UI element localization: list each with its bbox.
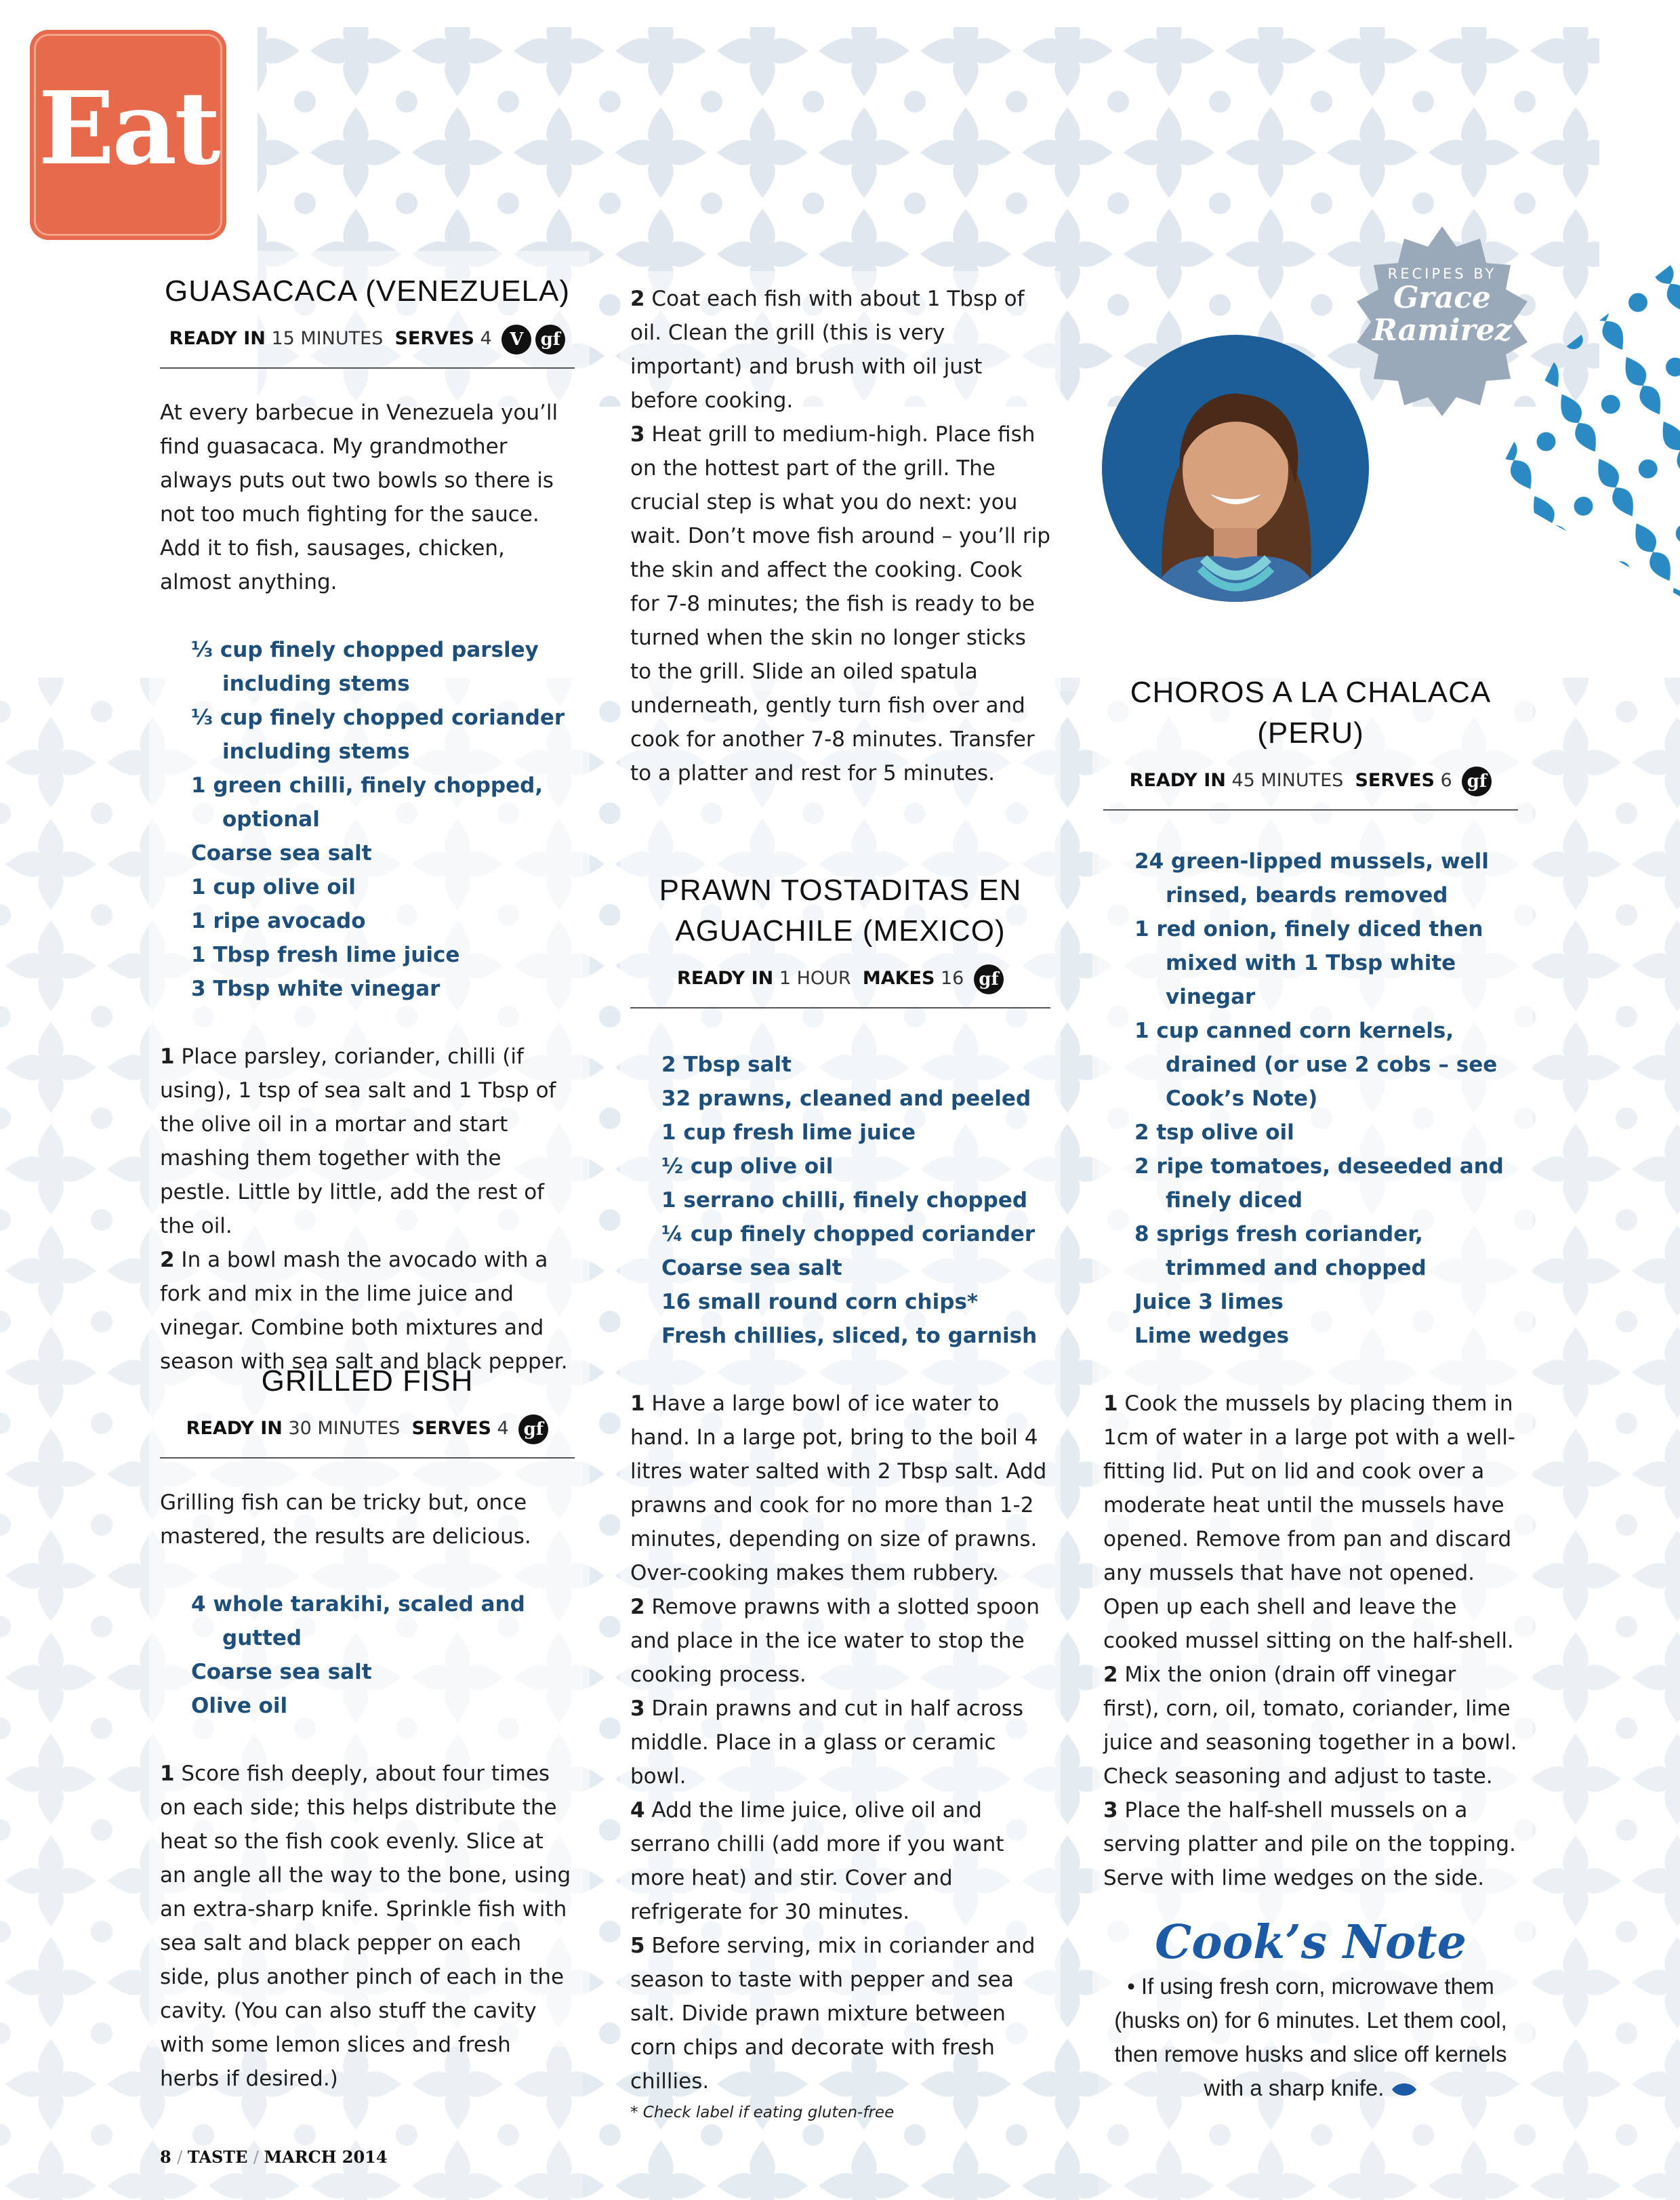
- method: [1103, 1387, 1518, 1895]
- recipes-by-text: [1346, 266, 1538, 347]
- ingredient-item: 2 Tbsp salt: [661, 1053, 792, 1077]
- cooks-note-text: • If using fresh corn, microwave them (husks on) for 6 minutes. Let them cool, then remove husks and slice off kernels with a sharp knife.: [1114, 1974, 1507, 2100]
- ready-in-label: READY IN: [1129, 770, 1226, 791]
- ingredient-list: [160, 1587, 575, 1723]
- recipe-title: GRILLED FISH: [261, 1364, 474, 1398]
- step-text: Coat each fish with about 1 Tbsp of oil. Clean the grill (this is very important) and brush with oil just before cooking.: [630, 287, 1025, 413]
- step-text: Remove prawns with a slotted spoon and place in the ice water to stop the cooking process.: [630, 1595, 1040, 1687]
- method-step: [630, 1793, 1050, 1929]
- ingredient-item: 1 cup olive oil: [191, 875, 356, 899]
- ingredient-list: [1103, 844, 1518, 1353]
- makes-count: 16: [941, 968, 964, 989]
- step-number: 5: [630, 1934, 645, 1958]
- issue-date: MARCH 2014: [264, 2147, 388, 2167]
- serves-label: SERVES: [411, 1418, 491, 1439]
- ingredient-item: 3 Tbsp white vinegar: [191, 977, 441, 1001]
- method: [630, 1387, 1050, 2098]
- step-text: Before serving, mix in coriander and season to taste with pepper and sea salt. Divide prawn mixture between corn chips and decorate with fresh chillies.: [630, 1934, 1036, 2094]
- recipe-meta: [160, 323, 575, 369]
- step-number: 2: [630, 287, 645, 311]
- ingredient-list: [160, 633, 575, 1006]
- gluten-free-badge-icon: gf: [518, 1414, 548, 1444]
- step-number: 3: [1103, 1798, 1118, 1822]
- column-right: [1103, 672, 1518, 2105]
- ingredient-item: 16 small round corn chips*: [661, 1290, 979, 1314]
- method-step: [630, 282, 1050, 417]
- footnote: * Check label if eating gluten-free: [630, 2104, 895, 2121]
- ingredient-item: Lime wedges: [1134, 1324, 1290, 1348]
- column-left: [160, 271, 575, 1379]
- makes-label: MAKES: [862, 968, 935, 989]
- ingredient-item: 32 prawns, cleaned and peeled: [661, 1086, 1031, 1111]
- ingredient-item: 1 red onion, finely diced then mixed with 1 Tbsp white vinegar: [1134, 917, 1483, 1009]
- ingredient-item: ½ cup olive oil: [661, 1154, 834, 1179]
- step-number: 2: [160, 1248, 175, 1272]
- page-footer: [160, 2147, 388, 2167]
- recipe-title-line2: AGUACHILE (MEXICO): [675, 914, 1006, 948]
- method-step: [630, 1387, 1050, 1590]
- method-step: [1103, 1387, 1518, 1658]
- step-text: Drain prawns and cut in half across middle. Place in a glass or ceramic bowl.: [630, 1696, 1023, 1789]
- serves-count: 6: [1440, 770, 1452, 791]
- gluten-free-badge-icon: gf: [974, 964, 1004, 994]
- author-first-name: Grace: [1393, 281, 1492, 315]
- vegetarian-badge-icon: V: [501, 325, 531, 354]
- recipe-title: GUASACACA (VENEZUELA): [164, 274, 571, 308]
- author-portrait: [1102, 335, 1369, 602]
- author-last-name: Ramirez: [1372, 313, 1512, 348]
- column-middle: [630, 282, 1050, 2121]
- step-number: 2: [1103, 1663, 1118, 1687]
- ingredient-item: 1 green chilli, finely chopped, optional: [191, 773, 544, 832]
- ingredient-item: ¼ cup finely chopped coriander: [661, 1222, 1036, 1246]
- step-number: 2: [630, 1595, 645, 1619]
- step-text: Add the lime juice, olive oil and serrano chilli (add more if you want more heat) and stir. Cover and refrigerate for 30 minutes.: [630, 1798, 1004, 1924]
- recipe-guasacaca: [160, 271, 575, 1379]
- recipe-meta: [630, 962, 1050, 1009]
- cooks-note: [1103, 1915, 1518, 2105]
- recipe-meta: [1103, 765, 1518, 811]
- ingredient-item: Juice 3 limes: [1134, 1290, 1284, 1314]
- magazine-name: TASTE: [187, 2147, 248, 2167]
- method-step: [1103, 1658, 1518, 1793]
- step-number: 3: [630, 1696, 645, 1721]
- ready-in-label: READY IN: [169, 328, 266, 349]
- method-step: [1103, 1793, 1518, 1895]
- recipe-meta: [160, 1412, 575, 1459]
- method-step: [630, 1590, 1050, 1692]
- ingredient-item: ⅓ cup finely chopped parsley including stems: [191, 638, 539, 696]
- column-left-lower: [160, 1361, 575, 2096]
- cooks-note-body: [1103, 1970, 1518, 2105]
- footer-separator: /: [177, 2148, 188, 2167]
- recipe-prawn-tostaditas: [630, 870, 1050, 2121]
- step-text: Place the half-shell mussels on a serving platter and pile on the topping. Serve with lime wedges on the side.: [1103, 1798, 1516, 1890]
- step-text: Have a large bowl of ice water to hand. In a large pot, bring to the boil 4 litres water salted with 2 Tbsp salt. Add prawns and cook for no more than 1-2 minutes, depending on size of prawns. Over-cooking makes them rubbery.: [630, 1391, 1047, 1585]
- ingredient-item: Coarse sea salt: [661, 1256, 842, 1280]
- method-step: [160, 1243, 575, 1379]
- step-text: Score fish deeply, about four times on each side; this helps distribute the heat so the fish cook evenly. Slice at an angle all the way to the bone, using an extra-sharp knife. Sprinkle fish with sea salt and black pepper on each side, plus another pinch of each in the cavity. (You can also stuff the cavity with some lemon slices and fresh herbs if desired.): [160, 1761, 571, 2091]
- serves-label: SERVES: [1355, 770, 1435, 791]
- step-text: Cook the mussels by placing them in 1cm of water in a large pot with a well-fitting lid. Put on lid and cook over a moderate heat until the mussels have opened. Remove from pan and discard any mussels that have not opened. Open up each shell and leave the cooked mussel sitting on the half-shell.: [1103, 1391, 1516, 1653]
- ingredient-item: 1 cup fresh lime juice: [661, 1120, 916, 1145]
- step-number: 1: [630, 1391, 645, 1416]
- method-step: [160, 1040, 575, 1243]
- serves-count: 4: [497, 1418, 509, 1439]
- step-number: 1: [160, 1044, 175, 1069]
- step-text: In a bowl mash the avocado with a fork and mix in the lime juice and vinegar. Combine both mixtures and season with sea salt and black pepper.: [160, 1248, 568, 1374]
- ingredient-item: 8 sprigs fresh coriander, trimmed and chopped: [1134, 1222, 1427, 1280]
- gluten-free-badge-icon: gf: [1462, 767, 1492, 796]
- recipe-title: CHOROS A LA CHALACA (PERU): [1130, 676, 1492, 750]
- portrait-illustration: [1102, 335, 1369, 602]
- method-step: [630, 417, 1050, 790]
- ingredient-item: 1 Tbsp fresh lime juice: [191, 943, 460, 967]
- ready-in-label: READY IN: [186, 1418, 283, 1439]
- recipe-choros: [1103, 672, 1518, 1895]
- ingredient-item: Coarse sea salt: [191, 841, 372, 865]
- recipe-grilled-fish: [160, 1361, 575, 2096]
- eat-label: Eat: [38, 69, 218, 187]
- ready-time: 1 HOUR: [779, 968, 851, 989]
- ready-time: 30 MINUTES: [288, 1418, 401, 1439]
- recipe-intro: Grilling fish can be tricky but, once mastered, the results are delicious.: [160, 1490, 531, 1549]
- step-text: Heat grill to medium-high. Place fish on the hottest part of the grill. The crucial step is what you do next: you wait. Don’t move fish around – you’ll rip the skin and affect the cooking. Cook for 7-8 minutes; the fish is ready to be turned when the skin no longer sticks to the grill. Slide an oiled spatula underneath, gently turn fish over and cook for another 7-8 minutes. Transfer to a platter and rest for 5 minutes.: [630, 422, 1050, 786]
- ingredient-item: Coarse sea salt: [191, 1660, 372, 1684]
- step-text: Place parsley, coriander, chilli (if using), 1 tsp of sea salt and 1 Tbsp of the olive oil in a mortar and start mashing them together with the pestle. Little by little, add the rest of the oil.: [160, 1044, 556, 1238]
- ingredient-item: 1 ripe avocado: [191, 909, 366, 933]
- recipes-by-label: RECIPES BY: [1387, 266, 1497, 282]
- method-step: [630, 1692, 1050, 1793]
- grilled-fish-method-continued: [630, 282, 1050, 790]
- cooks-note-title: Cook’s Note: [1155, 1915, 1467, 1970]
- eat-section-badge: [30, 30, 226, 240]
- recipe-intro: At every barbecue in Venezuela you’ll find guasacaca. My grandmother always puts out two bowls so there is not too much fighting for the sauce. Add it to fish, sausages, chicken, almost anything.: [160, 401, 558, 594]
- ready-time: 15 MINUTES: [271, 328, 384, 349]
- footer-separator: /: [253, 2148, 264, 2167]
- ingredient-list: [630, 1048, 1050, 1353]
- ingredient-item: 4 whole tarakihi, scaled and gutted: [191, 1592, 525, 1650]
- method-step: [630, 1929, 1050, 2098]
- ingredient-item: 24 green-lipped mussels, well rinsed, beards removed: [1134, 849, 1489, 908]
- step-number: 4: [630, 1798, 645, 1822]
- ingredient-item: Fresh chillies, sliced, to garnish: [661, 1324, 1038, 1348]
- ingredient-item: 2 ripe tomatoes, deseeded and finely diced: [1134, 1154, 1504, 1213]
- serves-label: SERVES: [394, 328, 474, 349]
- method-step: [160, 1757, 575, 2096]
- ingredient-item: Olive oil: [191, 1694, 288, 1718]
- ingredient-item: 1 cup canned corn kernels, drained (or use 2 cobs – see Cook’s Note): [1134, 1019, 1498, 1111]
- step-number: 1: [160, 1761, 175, 1786]
- gluten-free-badge-icon: gf: [535, 325, 565, 354]
- ingredient-item: 2 tsp olive oil: [1134, 1120, 1294, 1145]
- step-number: 1: [1103, 1391, 1118, 1416]
- ready-in-label: READY IN: [677, 968, 774, 989]
- serves-count: 4: [480, 328, 492, 349]
- step-number: 3: [630, 422, 645, 447]
- ready-time: 45 MINUTES: [1231, 770, 1344, 791]
- end-mark-icon: [1391, 2081, 1418, 2098]
- method: [160, 1757, 575, 2096]
- method: [160, 1040, 575, 1379]
- ingredient-item: 1 serrano chilli, finely chopped: [661, 1188, 1028, 1213]
- page-number: 8: [160, 2147, 171, 2167]
- ingredient-item: ⅓ cup finely chopped coriander including stems: [191, 706, 565, 764]
- recipe-title-line1: PRAWN TOSTADITAS EN: [659, 874, 1022, 907]
- step-text: Mix the onion (drain off vinegar first), corn, oil, tomato, coriander, lime juice and seasoning together in a bowl. Check seasoning and adjust to taste.: [1103, 1663, 1517, 1789]
